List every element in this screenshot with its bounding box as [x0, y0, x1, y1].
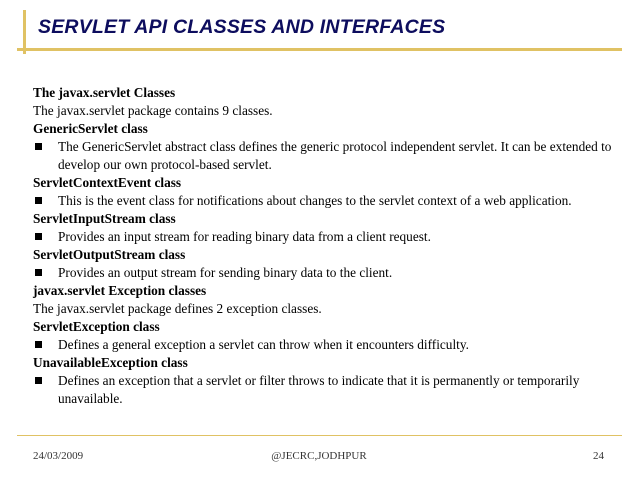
section-heading: GenericServlet class: [33, 121, 148, 136]
slide-title: SERVLET API CLASSES AND INTERFACES: [38, 16, 446, 38]
bullet-text: Defines a general exception a servlet can throw when it encounters difficulty.: [58, 337, 469, 352]
footer-divider: [17, 435, 622, 436]
bullet-text: This is the event class for notifications about changes to the servlet context of a web application.: [58, 193, 572, 208]
square-bullet-icon: [35, 269, 42, 276]
square-bullet-icon: [35, 377, 42, 384]
section-heading: UnavailableException class: [33, 355, 188, 370]
square-bullet-icon: [35, 341, 42, 348]
footer-organization: @JECRC,JODHPUR: [271, 450, 367, 462]
bullet-item: [33, 192, 613, 210]
section-heading: ServletContextEvent class: [33, 175, 182, 190]
bullet-text: Provides an output stream for sending binary data to the client.: [58, 265, 393, 280]
bullet-text: The GenericServlet abstract class defines the generic protocol independent servlet. It can be extended to develop our own protocol-based servlet.: [58, 139, 612, 172]
body-text: The javax.servlet package defines 2 exception classes.: [33, 301, 322, 316]
bullet-item: [33, 228, 613, 246]
bullet-text: Defines an exception that a servlet or filter throws to indicate that it is permanently or temporarily unavailable.: [58, 373, 580, 406]
body-text: The javax.servlet package contains 9 classes.: [33, 103, 273, 118]
section-heading: javax.servlet Exception classes: [33, 283, 207, 298]
section-heading: ServletOutputStream class: [33, 247, 186, 262]
bullet-item: [33, 138, 613, 174]
footer-date: 24/03/2009: [33, 450, 84, 462]
section-heading: The javax.servlet Classes: [33, 85, 176, 100]
page-number: 24: [593, 450, 604, 462]
bullet-item: [33, 264, 613, 282]
section-heading: ServletException class: [33, 319, 160, 334]
section-heading: ServletInputStream class: [33, 211, 176, 226]
bullet-item: [33, 336, 613, 354]
title-accent-underline: [17, 48, 622, 51]
square-bullet-icon: [35, 233, 42, 240]
square-bullet-icon: [35, 143, 42, 150]
bullet-item: [33, 372, 613, 408]
square-bullet-icon: [35, 197, 42, 204]
slide-body: [33, 84, 613, 408]
bullet-text: Provides an input stream for reading binary data from a client request.: [58, 229, 431, 244]
